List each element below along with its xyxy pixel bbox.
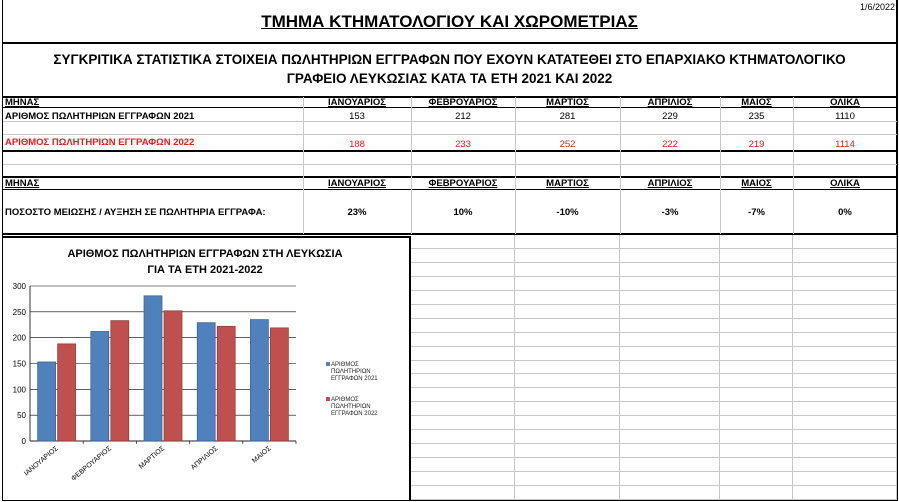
- row-2021-may: 235: [748, 111, 765, 122]
- row-2021-feb: 212: [455, 111, 471, 122]
- chart-legend: [326, 362, 406, 418]
- report-date: 1/6/2022: [859, 2, 895, 12]
- table1-col-apr: ΑΠΡΙΛΙΟΣ: [647, 97, 693, 108]
- chart-title-line-2: ΓΙΑ ΤΑ ΕΤΗ 2021-2022: [147, 264, 263, 276]
- y-tick-label: 0: [21, 437, 26, 446]
- row-2022-total: 1114: [835, 139, 855, 150]
- row-2022-feb: 233: [455, 139, 471, 150]
- y-tick-label: 200: [12, 333, 26, 343]
- x-category-label: ΙΑΝΟΥΑΡΙΟΣ: [23, 445, 60, 478]
- page-title: ΤΜΗΜΑ ΚΤΗΜΑΤΟΛΟΓΙΟΥ ΚΑΙ ΧΩΡΟΜΕΤΡΙΑΣ: [261, 12, 638, 31]
- table2-col-feb: ΦΕΒΡΟΥΑΡΙΟΣ: [428, 178, 498, 189]
- table2-col-may: ΜΑΙΟΣ: [741, 178, 772, 189]
- row-2022-jan: 188: [349, 139, 365, 150]
- x-category-label: ΜΑΡΤΙΟΣ: [137, 445, 167, 471]
- table1-col-mar: ΜΑΡΤΙΟΣ: [546, 97, 589, 108]
- table1-col-may: ΜΑΙΟΣ: [741, 97, 772, 108]
- y-tick-label: 300: [12, 282, 26, 291]
- bar-2022: [164, 311, 182, 441]
- bar-2022: [58, 344, 76, 441]
- y-tick-label: 150: [12, 359, 26, 369]
- legend-label-2021-l1: ΑΡΙΘΜΟΣ: [331, 362, 359, 368]
- legend-label-2021-l3: ΕΓΓΡΑΦΩΝ 2021: [331, 376, 378, 382]
- percent-jan: 23%: [347, 207, 367, 218]
- row-2022-may: 219: [748, 139, 765, 150]
- bar-2022: [217, 326, 235, 441]
- table1-month-header: ΜΗΝΑΣ: [5, 97, 40, 108]
- row-2022-mar: 252: [559, 139, 576, 150]
- legend-swatch-2021: [326, 362, 330, 366]
- row-2021-mar: 281: [559, 111, 576, 122]
- legend-label-2021-l2: ΠΩΛΗΤΗΡΙΩΝ: [331, 369, 371, 375]
- legend-label-2022-l2: ΠΩΛΗΤΗΡΙΩΝ: [331, 404, 371, 410]
- row-2021-jan: 153: [349, 111, 365, 122]
- chart-title-line-1: ΑΡΙΘΜΟΣ ΠΩΛΗΤΗΡΙΩΝ ΕΓΓΡΑΦΩΝ ΣΤΗ ΛΕΥΚΩΣΙΑ: [67, 248, 343, 260]
- legend-label-2022-l3: ΕΓΓΡΑΦΩΝ 2022: [331, 411, 378, 417]
- table2-col-apr: ΑΠΡΙΛΙΟΣ: [647, 178, 693, 189]
- percent-row-label: ΠΟΣΟΣΤΟ ΜΕΙΩΣΗΣ / ΑΥΞΗΣΗ ΣΕ ΠΩΛΗΤΗΡΙΑ ΕΓΓΡΑΦΑ:: [5, 207, 266, 218]
- bar-2021: [197, 323, 215, 441]
- table2-col-jan: ΙΑΝΟΥΑΡΙΟΣ: [328, 178, 386, 189]
- legend-item-2022: [326, 397, 406, 418]
- table2-month-header: ΜΗΝΑΣ: [5, 178, 40, 189]
- table2-col-total: ΟΛΙΚΑ: [830, 178, 860, 189]
- percent-may: -7%: [748, 207, 765, 218]
- percent-mar: -10%: [556, 207, 579, 218]
- row-2022-apr: 222: [662, 139, 678, 150]
- y-tick-label: 250: [12, 307, 26, 317]
- x-category-label: ΑΠΡΙΛΙΟΣ: [189, 445, 220, 472]
- bar-2021: [144, 296, 162, 441]
- bar-2022: [111, 321, 129, 441]
- bar-2021: [38, 362, 56, 441]
- table2-col-mar: ΜΑΡΤΙΟΣ: [546, 178, 589, 189]
- percent-total: 0%: [838, 207, 852, 218]
- y-tick-label: 50: [17, 411, 26, 421]
- percent-feb: 10%: [453, 207, 473, 218]
- x-category-label: ΦΕΒΡΟΥΑΡΙΟΣ: [70, 445, 114, 483]
- bar-2022: [270, 328, 288, 441]
- percent-apr: -3%: [661, 207, 679, 218]
- legend-swatch-2022: [326, 397, 330, 401]
- row-2021-label: ΑΡΙΘΜΟΣ ΠΩΛΗΤΗΡΙΩΝ ΕΓΓΡΑΦΩΝ 2021: [5, 111, 195, 122]
- y-tick-label: 100: [12, 385, 26, 395]
- table1-col-total: ΟΛΙΚΑ: [830, 97, 860, 108]
- row-2021-total: 1110: [835, 111, 855, 122]
- bar-2021: [250, 320, 268, 441]
- legend-label-2022-l1: ΑΡΙΘΜΟΣ: [331, 397, 359, 403]
- row-2021-apr: 229: [662, 111, 678, 122]
- subtitle-line-2: ΓΡΑΦΕΙΟ ΛΕΥΚΩΣΙΑΣ ΚΑΤΑ ΤΑ ΕΤΗ 2021 ΚΑΙ 2022: [286, 71, 613, 86]
- table1-col-jan: ΙΑΝΟΥΑΡΙΟΣ: [328, 97, 386, 108]
- row-2022-label: ΑΡΙΘΜΟΣ ΠΩΛΗΤΗΡΙΩΝ ΕΓΓΡΑΦΩΝ 2022: [5, 137, 195, 148]
- subtitle-line-1: ΣΥΓΚΡΙΤΙΚΑ ΣΤΑΤΙΣΤΙΚΑ ΣΤΟΙΧΕΙΑ ΠΩΛΗΤΗΡΙΩΝ ΕΓΓΡΑΦΩΝ ΠΟΥ ΕΧΟΥΝ ΚΑΤΑΤΕΘΕΙ ΣΤΟ ΕΠΑΡΧΙΑΚΟ ΚΤΗΜΑΤΟΛΟΓΙΚΟ: [53, 52, 846, 67]
- bar-2021: [91, 331, 109, 441]
- table1-col-feb: ΦΕΒΡΟΥΑΡΙΟΣ: [428, 97, 498, 108]
- x-category-label: ΜΑΙΟΣ: [251, 445, 273, 465]
- legend-item-2021: [326, 362, 406, 383]
